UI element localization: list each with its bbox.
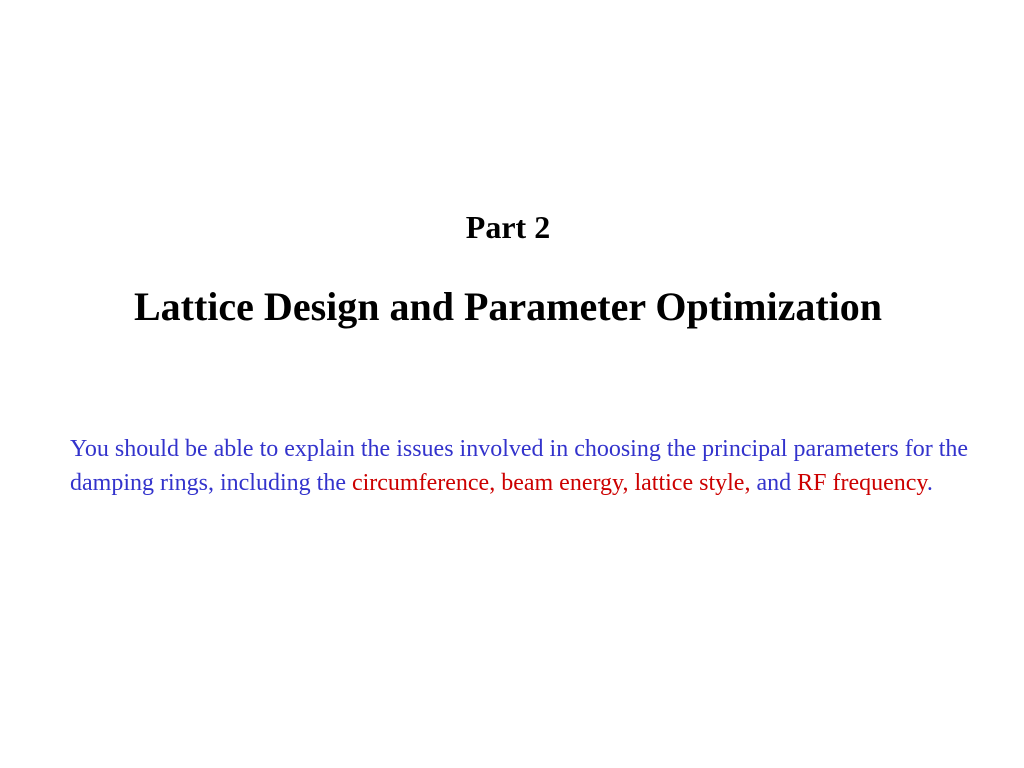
paragraph-conjunction: and (756, 470, 792, 496)
term-beam-energy: beam energy, (501, 470, 629, 496)
term-circumference: circumference, (351, 470, 496, 496)
term-rf-frequency: RF frequency (797, 470, 927, 496)
paragraph-end: . (926, 470, 933, 496)
part-label: Part 2 (465, 209, 551, 245)
paragraph-text: You should be able to explain the issues involved in choosing the principal parameters for the damping rings, including the (70, 436, 969, 496)
slide-title: Lattice Design and Parameter Optimization (133, 284, 883, 329)
term-lattice-style: lattice style, (634, 470, 751, 496)
objective-paragraph (70, 432, 970, 500)
